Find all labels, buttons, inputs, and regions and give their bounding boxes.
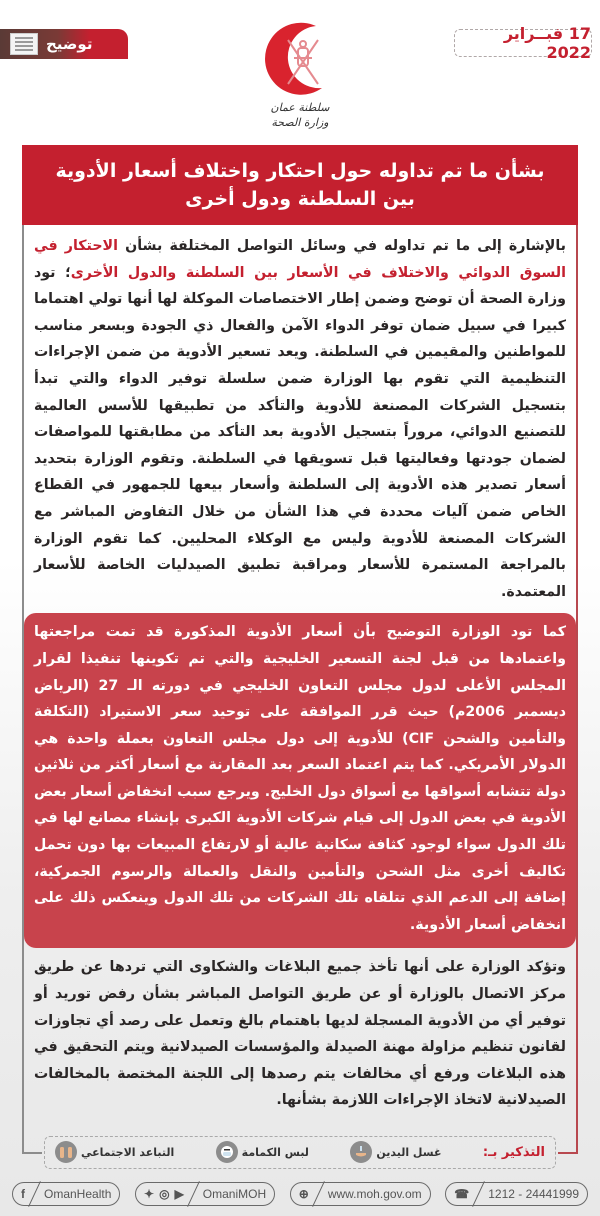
reminder-item-distance — [55, 1141, 174, 1163]
separator — [187, 1181, 200, 1207]
main-content — [22, 145, 578, 1172]
reminder-item-hand-wash — [350, 1141, 441, 1163]
social-link[interactable] — [135, 1182, 275, 1206]
reminder-item-mask — [216, 1141, 309, 1163]
intro-rest: ؛ تود وزارة الصحة أن توضح وضمن إطار الاختصاصات الموكلة لها أنها تولي اهتماما كبيرا في سبيل ضمان توفر الدواء الآمن والفعال ذي الجودة وبسعر مناسب للمواطنين والمقيمين في السلطنة. ويعد تسعير الأدوية من ضمن الإجراءات التنظيمية التي تقوم بها الوزارة ضمن سلسلة توفير الدواء والتي تبدأ بتسجيل الشركات المصنعة للأدوية والتأكد من تطبيقها للأسس العالمية للتصنيع الدوائي، مروراً بتسجيل الأدوية بعد التأكد من مطابقتها للمواصفات لضمان جودتها وفعاليتها قبل تسويقها في السلطنة. وتقوم الوزارة بتحديد أسعار تصدير هذه الأدوية إلى السلطنة وأسعار بيعها للجمهور في القطاع الخاص ضمن آليات محددة في هذا الشأن من خلال التفاوض المباشر مع الشركات المصنعة للأدوية وليس مع الوكلاء المحليين. كما تقوم الوزارة بالمراجعة المستمرة للأسعار ومراقبة تطبيق الصيدليات الخاصة للأسعار المعتمدة. — [34, 264, 566, 600]
crescent-emblem-icon — [254, 18, 346, 98]
globe-icon: ⊕ — [298, 1187, 309, 1201]
twitter-icon: ✦ — [144, 1187, 155, 1201]
logo-text-line2: وزارة الصحة — [271, 116, 329, 129]
facebook-handle: OmanHealth — [44, 1187, 112, 1201]
page-header — [0, 0, 600, 145]
title-line-2: بين السلطنة ودول أخرى — [185, 188, 415, 210]
footer-contacts — [12, 1182, 588, 1206]
frame-edge — [22, 1132, 24, 1153]
youtube-icon: ▶ — [174, 1187, 184, 1201]
logo-text — [240, 100, 360, 130]
website-url: www.moh.gov.om — [327, 1187, 422, 1201]
content-frame — [22, 225, 578, 1132]
page-title — [22, 145, 578, 225]
website-link[interactable] — [290, 1182, 431, 1206]
date-label: 17 فبــراير 2022 — [454, 29, 592, 57]
frame-edge — [576, 1132, 578, 1153]
reminder-label: التباعد الاجتماعي — [81, 1145, 175, 1159]
phone-link[interactable] — [445, 1182, 588, 1206]
divider — [22, 1152, 42, 1154]
highlighted-topic: الاحتكار في السوق الدوائي والاختلاف في الأسعار بين السلطنة والدول الأخرى — [34, 238, 566, 281]
paragraph-intro — [34, 233, 566, 605]
reminder-label: غسل اليدين — [376, 1145, 442, 1159]
social-distance-icon — [55, 1141, 77, 1163]
document-icon — [10, 33, 38, 55]
logo-text-line1: سلطنة عمان — [270, 101, 330, 114]
phone-icon: ☎ — [454, 1187, 470, 1201]
reminder-label: لبس الكمامة — [241, 1145, 309, 1159]
divider — [558, 1152, 578, 1154]
separator — [312, 1181, 325, 1207]
reminder-title: التذكير بـ: — [482, 1144, 545, 1160]
phone-number: 1212 - 24441999 — [488, 1187, 579, 1201]
hand-wash-icon — [350, 1141, 372, 1163]
facebook-link[interactable] — [12, 1182, 120, 1206]
instagram-icon: ◎ — [159, 1187, 170, 1201]
highlight-box — [24, 613, 576, 948]
social-handle: OmaniMOH — [202, 1187, 267, 1201]
type-badge — [0, 29, 128, 59]
intro-text: بالإشارة إلى ما تم تداوله في وسائل التواصل المختلفة بشأن — [117, 238, 566, 254]
separator — [28, 1181, 41, 1207]
reminder-strip — [44, 1136, 556, 1169]
facebook-icon: f — [21, 1187, 25, 1201]
badge-label: توضيح — [46, 35, 93, 53]
separator — [472, 1181, 485, 1207]
reminder-row — [0, 1132, 600, 1172]
title-line-1: بشأن ما تم تداوله حول احتكار واختلاف أسعار الأدوية — [55, 160, 545, 182]
paragraph-complaints: وتؤكد الوزارة على أنها تأخذ جميع البلاغات والشكاوى التي تردها عن طريق مركز الاتصال بالوزارة أو عن طريق التواصل المباشر بشأن رفض توريد أو توفير أي من الأدوية المسجلة لديها باهتمام بالغ وتعمل على رصد أي تجاوزات لقانون تنظيم مزاولة مهنة الصيدلة والمؤسسات الصيدلانية ويتم التحقيق في هذه البلاغات ورفع أي مخالفات يتم رصدها إلى اللجنة المختصة بالمخالفات الصيدلانية لاتخاذ الإجراءات اللازمة بشأنها. — [34, 959, 566, 1109]
face-mask-icon — [216, 1141, 238, 1163]
paragraph-gcc-pricing: كما تود الوزارة التوضيح بأن أسعار الأدوية المذكورة قد تمت مراجعتها واعتمادها من قبل لجنة التسعير الخليجية والتي تم تكوينها تنفيذا لقرار المجلس الأعلى لدول مجلس التعاون الخليجي في دورته الـ 27 (الرياض ديسمبر 2006م) حيث قرر الموافقة على توحيد سعر الاستيراد (التكلفة والتأمين والشحن CIF) للأدوية إلى دول مجلس التعاون بعملة واحدة هي الدولار الأمريكي. كما يتم اعتماد السعر بعد المقارنة مع أسعار أكثر من ثلاثين دولة تتشابه أسواقها مع أسواق دول الخليج. ويرجع سبب انخفاض أسعار بعض الأدوية في بعض الدول إلى قيام شركات الأدوية الكبرى بإنشاء مصانع لها في تلك الدول سواء لوجود كثافة سكانية عالية أو لارتفاع المبيعات بها دون تحمل تكاليف أخرى مثل الشحن والتأمين والنقل والعمالة والرسوم الجمركية، إضافة إلى الدعم الذي تتلقاه تلك الشركات من تلك الدول وينعكس ذلك على انخفاض أسعار الأدوية. — [34, 624, 566, 933]
ministry-logo — [254, 18, 346, 140]
